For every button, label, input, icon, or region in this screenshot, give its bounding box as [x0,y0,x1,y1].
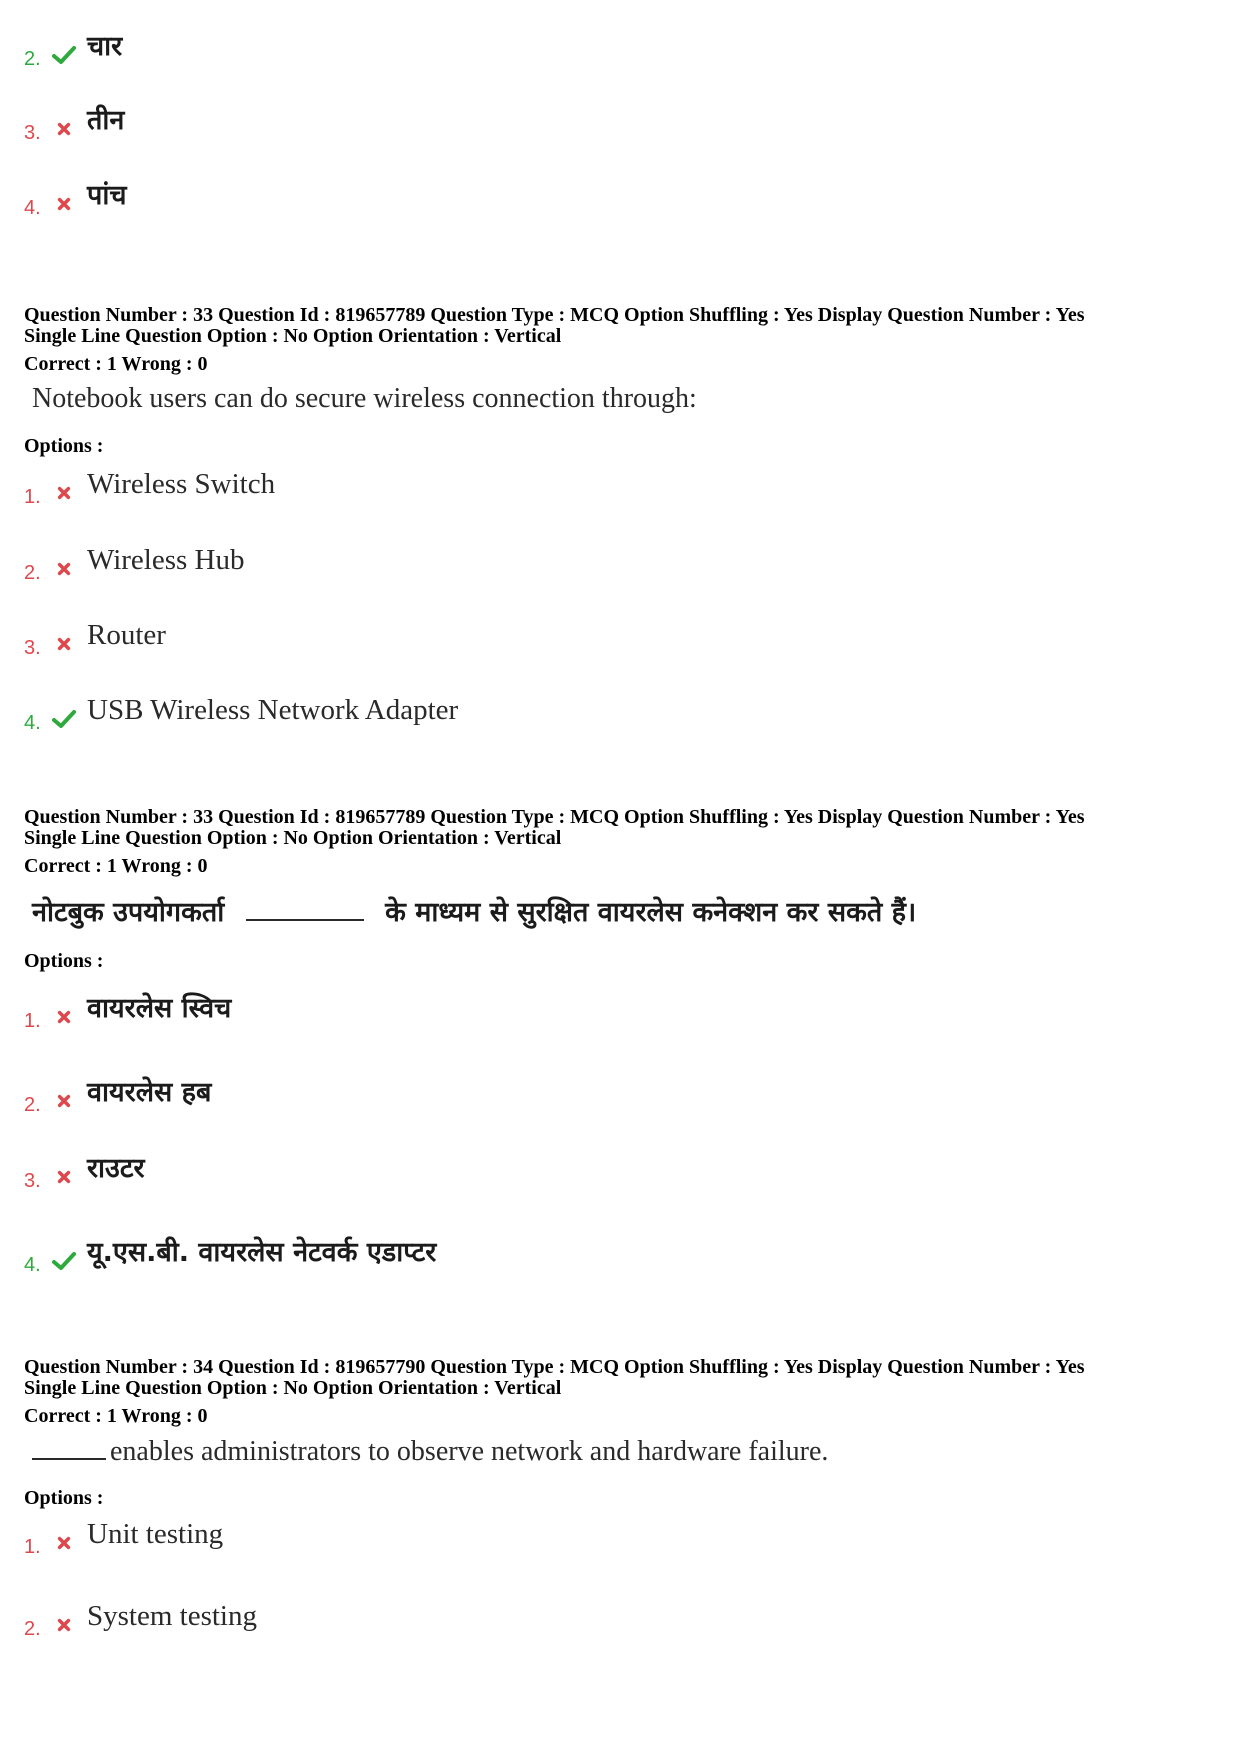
cross-icon [49,117,79,141]
option-number: 3. [24,122,41,144]
option-number: 4. [24,197,41,219]
cross-icon [49,481,79,505]
option-row [24,468,276,508]
option-text: Wireless Hub [87,544,245,576]
option-text: राउटर [87,1153,145,1184]
answer-blank [32,1458,106,1460]
option-text: वायरलेस स्विच [87,993,232,1024]
option-number: 3. [24,1170,41,1192]
question-meta-line: Question Number : 33 Question Id : 819657789 Question Type : MCQ Option Shuffling : Yes Display Question Number : Yes [24,304,1085,326]
question-text-start: नोटबुक उपयोगकर्ता [32,897,225,928]
cross-icon [49,1089,79,1113]
options-label: Options : [24,950,104,972]
option-number: 2. [24,1618,41,1640]
question-meta-line: Single Line Question Option : No Option Orientation : Vertical [24,1377,562,1399]
cross-icon [49,1165,79,1189]
cross-icon [49,1613,79,1637]
option-row [24,619,166,659]
option-text: यू.एस.बी. वायरलेस नेटवर्क एडाप्टर [87,1237,437,1268]
option-number: 2. [24,562,41,584]
score-line: Correct : 1 Wrong : 0 [24,353,208,375]
cross-icon [49,1531,79,1555]
option-row [24,988,232,1032]
cross-icon [49,1005,79,1029]
cross-icon [49,192,79,216]
option-text: तीन [87,105,125,136]
option-text: Unit testing [87,1518,224,1550]
question-meta-line: Single Line Question Option : No Option Orientation : Vertical [24,827,562,849]
option-row [24,544,245,584]
options-label: Options : [24,435,104,457]
cross-icon [49,557,79,581]
option-row [24,175,127,219]
option-row [24,26,123,70]
cross-icon [49,632,79,656]
question-meta-line: Single Line Question Option : No Option Orientation : Vertical [24,325,562,347]
checkmark-icon [49,43,79,67]
option-row [24,1600,257,1640]
question-text: Notebook users can do secure wireless connection through: [32,383,697,414]
options-label: Options : [24,1487,104,1509]
question-text [32,1436,828,1468]
option-number: 4. [24,1254,41,1276]
answer-blank [246,919,364,921]
option-number: 3. [24,637,41,659]
option-row [24,100,125,144]
option-text: Router [87,619,166,651]
question-text-end: enables administrators to observe network and hardware failure. [110,1436,829,1467]
option-text: वायरलेस हब [87,1077,212,1108]
option-row [24,1518,224,1558]
option-text: चार [87,31,123,62]
option-number: 4. [24,712,41,734]
score-line: Correct : 1 Wrong : 0 [24,855,208,877]
option-text: Wireless Switch [87,468,276,500]
option-text: पांच [87,180,127,211]
option-text: System testing [87,1600,257,1632]
checkmark-icon [49,1249,79,1273]
option-number: 2. [24,48,41,70]
option-row [24,1072,212,1116]
question-meta-line: Question Number : 33 Question Id : 819657789 Question Type : MCQ Option Shuffling : Yes Display Question Number : Yes [24,806,1085,828]
question-meta-line: Question Number : 34 Question Id : 819657790 Question Type : MCQ Option Shuffling : Yes Display Question Number : Yes [24,1356,1085,1378]
question-text-end: के माध्यम से सुरक्षित वायरलेस कनेक्शन कर सकते हैं। [385,897,917,928]
option-text: USB Wireless Network Adapter [87,694,459,726]
checkmark-icon [49,707,79,731]
score-line: Correct : 1 Wrong : 0 [24,1405,208,1427]
option-number: 1. [24,1010,41,1032]
option-row [24,694,459,734]
option-number: 2. [24,1094,41,1116]
option-number: 1. [24,1536,41,1558]
question-text [32,892,916,929]
option-row [24,1148,145,1192]
option-row [24,1232,437,1276]
option-number: 1. [24,486,41,508]
